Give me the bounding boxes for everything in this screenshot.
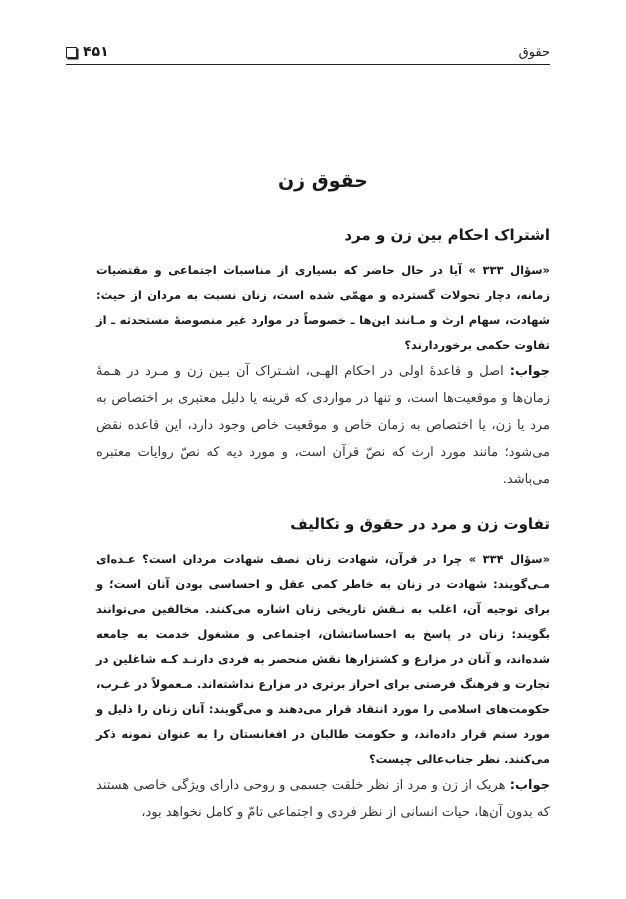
answer-333	[96, 358, 550, 493]
answer-text: هریک از زن و مرد از نظر خلقت جسمی و روحی دارای ویژگی خاصی هستند که بدون آن‌ها، حیات انسانی از نظر فردی و اجتماعی تامّ و کامل نخواهد بود،	[96, 778, 550, 820]
page-number: ۴۵۱	[83, 44, 109, 60]
section-title: اشتراک احکام بین زن و مرد	[344, 226, 550, 244]
chapter-title: حقوق زن	[277, 170, 369, 192]
answer-text: اصل و قاعدهٔ اولی در احکام الهـی، اشـتراک آن بـین زن و مـرد در هـمهٔ زمان‌ها و موقعیت‌ها است، و تنها در مواردی که قرینه یا دلیل معتبری بر اختصاص به مرد یا زن، یا اختصاص به زمان خاص و موقعیت خاص وجود دارد، این قاعده نقض می‌شود؛ مانند مورد ارث که نصّ قرآن است، و مورد دیه که نصّ روایات معتبره می‌باشد.	[96, 364, 550, 487]
question-334: «سؤال ۳۳۴ » چرا در قرآن، شهادت زنان نصف شهادت مردان است؟ عـده‌ای مـی‌گویند: شهادت در زنان به خاطر کمی عقل و احساسی بودن آنان است؛ و برای توجیه آن، اغلب به نـقش تاریخی زنان اشاره می‌کنند. مخالفین می‌توانند بگویند: زنان در پاسخ به احساساتشان، اجتماعی و مشغول خدمت به جامعه شده‌اند، و آنان در مزارع و کشتزارها نقش منحصر به فردی دارنـد کـه شاغلین در تجارت و فرهنگ فرصتی برای احراز برتری در مزارع نداشته‌اند. مـعمولاً در غـرب، حکومت‌های اسلامی را مورد انتقاد قرار می‌دهند و می‌گویند: آنان زنان را ذلیل و مورد ستم قرار داده‌اند، و حکومت طالبان در افغانستان را به عنوان نمونه ذکر می‌کنند. نظر جناب‌عالی چیست؟	[96, 552, 551, 766]
section-2	[96, 515, 550, 826]
running-title: حقوق	[518, 45, 550, 60]
section-1	[96, 226, 550, 493]
answer-label: جواب:	[509, 778, 550, 793]
square-box-icon	[66, 47, 77, 58]
answer-334	[96, 772, 550, 826]
section-title: تفاوت زن و مرد در حقوق و تکالیف	[290, 515, 550, 533]
page-body	[96, 170, 550, 826]
answer-label: جواب:	[509, 364, 550, 379]
question-333: «سؤال ۳۳۳ » آیا در حال حاضر که بسیاری از مناسبات اجتماعی و مقتضیات زمانه، دچار تحولات گسترده و مهمّی شده است، زنان نسبت به مردان از حیث: شهادت، سهام ارث و مـانند این‌ها ـ خصوصاً در موارد غیر منصوصهٔ مستحدثه ـ از تفاوت حکمی برخوردارند؟	[96, 263, 550, 352]
page-number-group	[66, 44, 109, 60]
page-header	[66, 36, 550, 65]
